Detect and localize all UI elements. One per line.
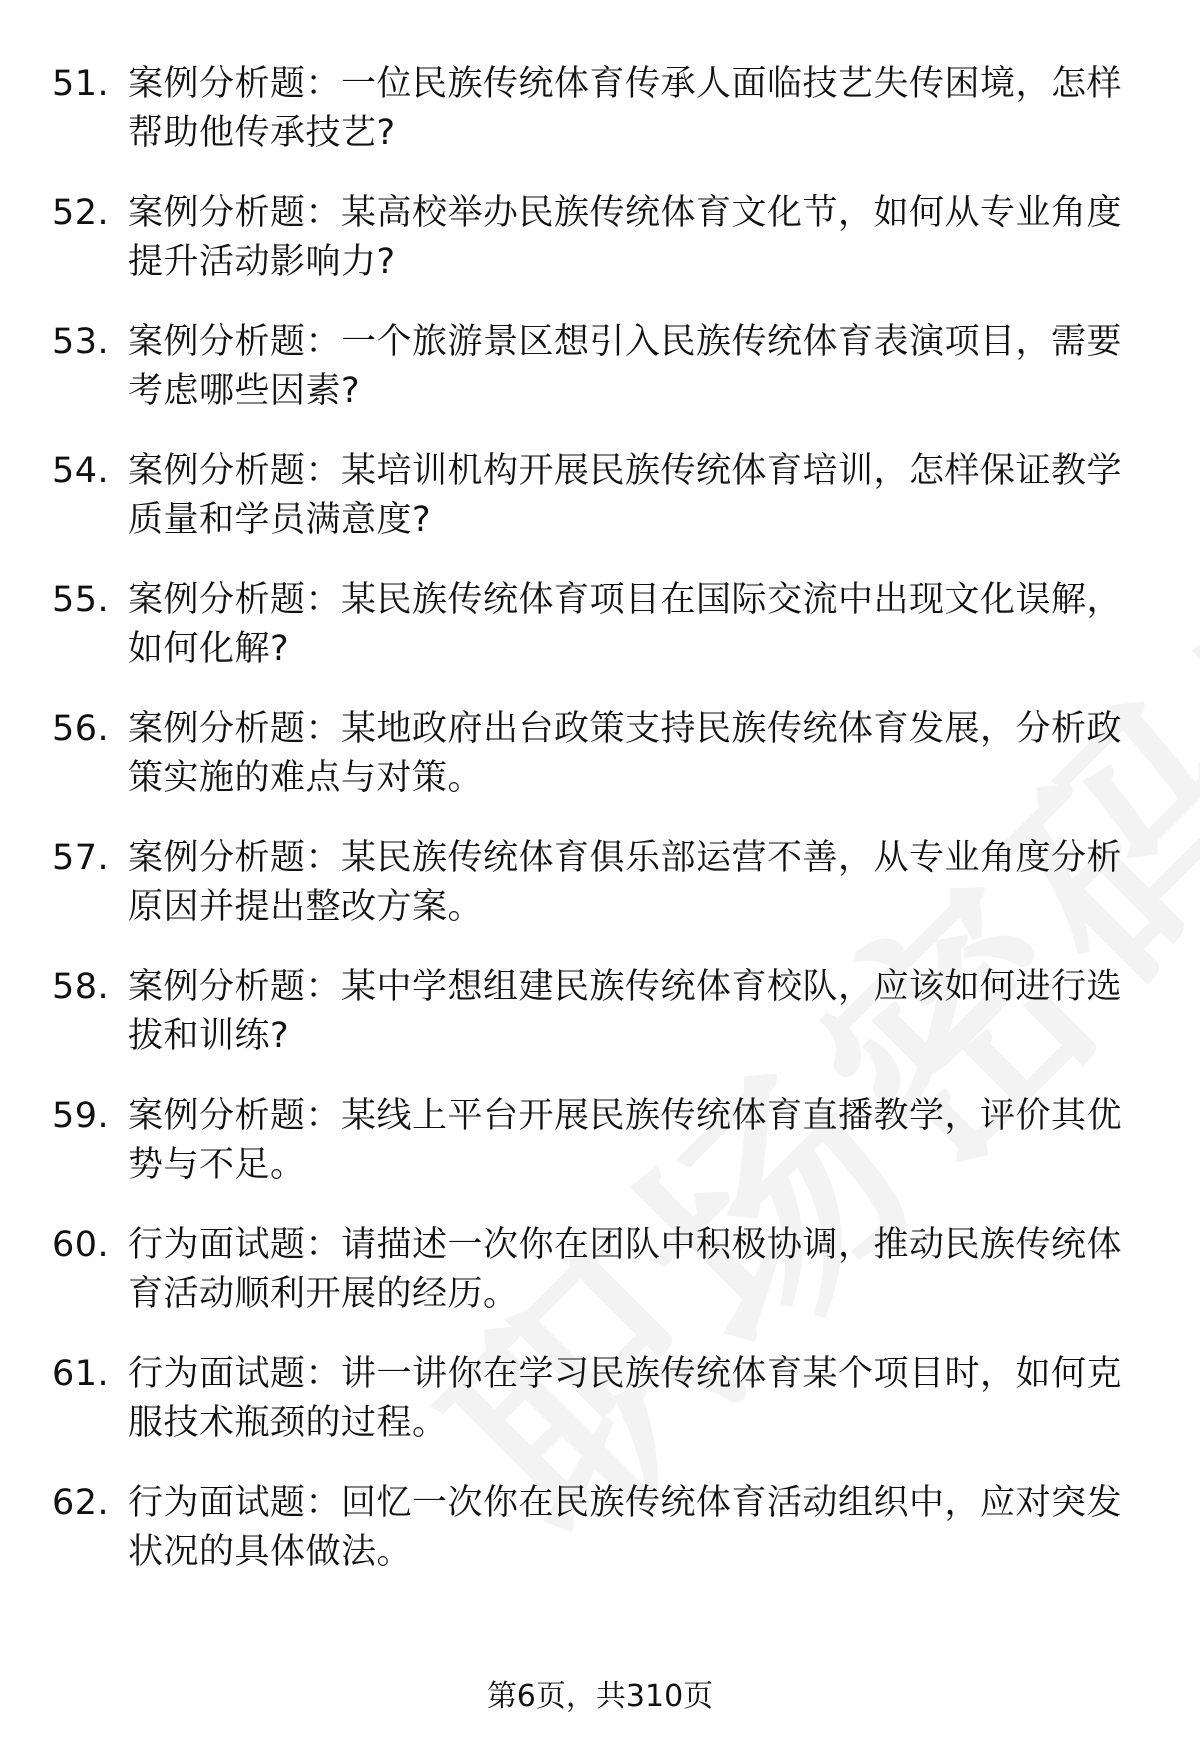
question-text: 案例分析题：一个旅游景区想引入民族传统体育表演项目，需要考虑哪些因素? bbox=[128, 322, 1123, 411]
question-text: 案例分析题：某地政府出台政策支持民族传统体育发展，分析政策实施的难点与对策。 bbox=[128, 709, 1123, 798]
question-item-59 bbox=[0, 1092, 1200, 1190]
question-item-62 bbox=[0, 1479, 1200, 1577]
question-text: 案例分析题：某高校举办民族传统体育文化节，如何从专业角度提升活动影响力? bbox=[128, 193, 1123, 282]
question-text: 案例分析题：某线上平台开展民族传统体育直播教学，评价其优势与不足。 bbox=[128, 1096, 1123, 1185]
question-number: 58. bbox=[52, 967, 110, 1007]
question-number: 55. bbox=[52, 580, 110, 620]
question-item-55 bbox=[0, 576, 1200, 674]
question-item-53 bbox=[0, 318, 1200, 416]
question-number: 51. bbox=[52, 64, 110, 104]
question-list bbox=[0, 60, 1200, 1608]
question-text: 案例分析题：一位民族传统体育传承人面临技艺失传困境，怎样帮助他传承技艺? bbox=[128, 64, 1123, 153]
question-text: 行为面试题：讲一讲你在学习民族传统体育某个项目时，如何克服技术瓶颈的过程。 bbox=[128, 1354, 1123, 1443]
question-text: 案例分析题：某民族传统体育项目在国际交流中出现文化误解，如何化解? bbox=[128, 580, 1123, 669]
question-item-58 bbox=[0, 963, 1200, 1061]
question-item-56 bbox=[0, 705, 1200, 803]
question-number: 56. bbox=[52, 709, 110, 749]
question-item-57 bbox=[0, 834, 1200, 932]
question-number: 59. bbox=[52, 1096, 110, 1136]
question-item-54 bbox=[0, 447, 1200, 545]
question-text: 案例分析题：某民族传统体育俱乐部运营不善，从专业角度分析原因并提出整改方案。 bbox=[128, 838, 1123, 927]
page-number-label: 第6页，共310页 bbox=[486, 1679, 714, 1714]
question-text: 案例分析题：某培训机构开展民族传统体育培训，怎样保证教学质量和学员满意度? bbox=[128, 451, 1123, 540]
question-number: 53. bbox=[52, 322, 110, 362]
question-item-60 bbox=[0, 1221, 1200, 1319]
question-number: 62. bbox=[52, 1483, 110, 1523]
question-text: 行为面试题：回忆一次你在民族传统体育活动组织中，应对突发状况的具体做法。 bbox=[128, 1483, 1123, 1572]
page-footer bbox=[0, 1675, 1200, 1719]
question-number: 52. bbox=[52, 193, 110, 233]
question-number: 57. bbox=[52, 838, 110, 878]
question-number: 54. bbox=[52, 451, 110, 491]
question-text: 行为面试题：请描述一次你在团队中积极协调，推动民族传统体育活动顺利开展的经历。 bbox=[128, 1225, 1123, 1314]
question-text: 案例分析题：某中学想组建民族传统体育校队，应该如何进行选拔和训练? bbox=[128, 967, 1123, 1056]
question-item-51 bbox=[0, 60, 1200, 158]
question-number: 61. bbox=[52, 1354, 110, 1394]
question-item-61 bbox=[0, 1350, 1200, 1448]
question-item-52 bbox=[0, 189, 1200, 287]
question-number: 60. bbox=[52, 1225, 110, 1265]
